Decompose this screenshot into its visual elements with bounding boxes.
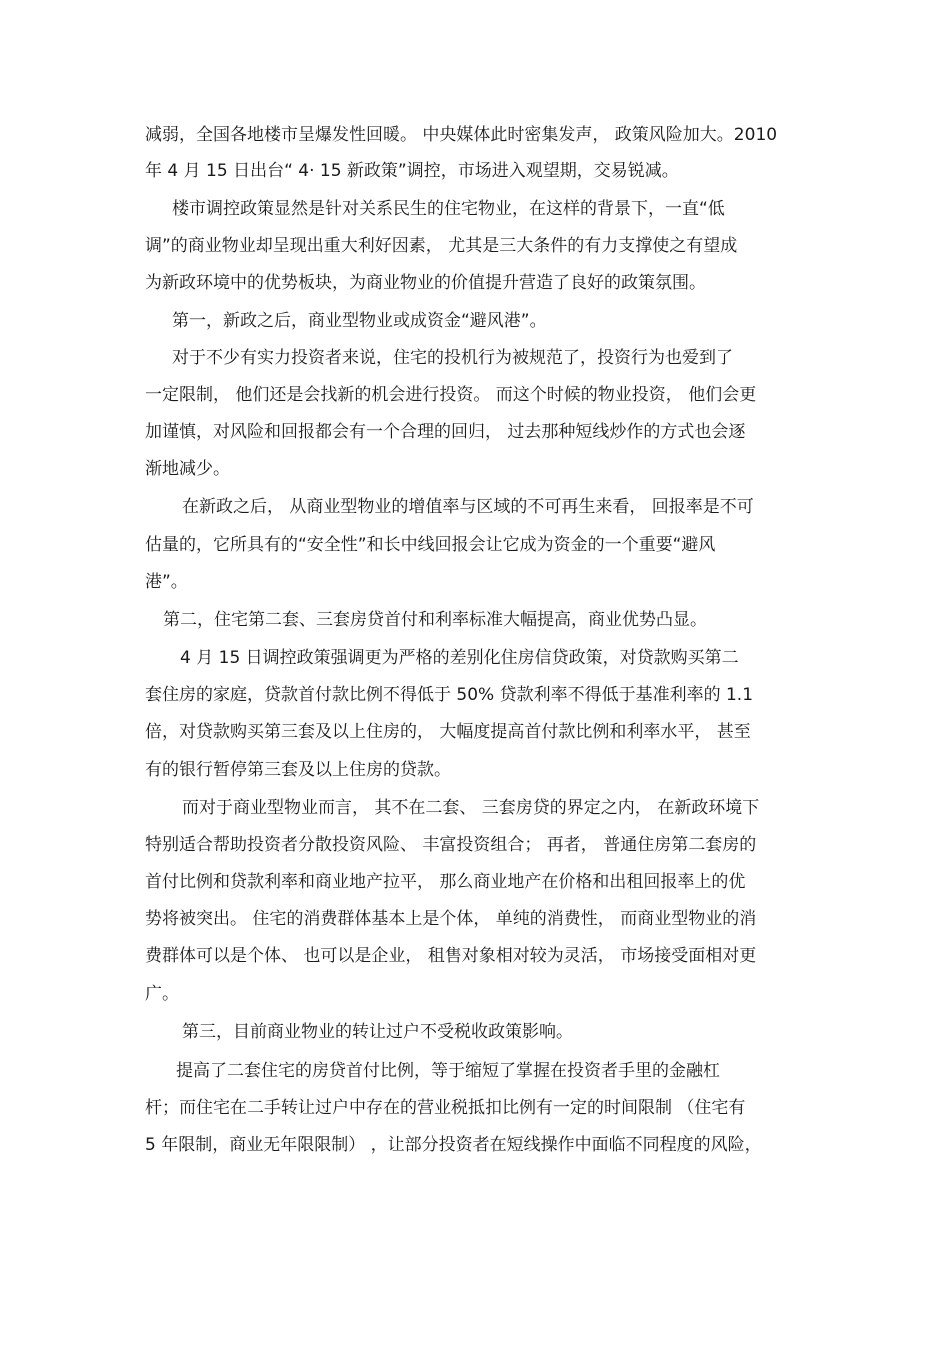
text-line: 广。 <box>145 984 179 1004</box>
text-line: 减弱，全国各地楼市呈爆发性回暖。 中央媒体此时密集发声， 政策风险加大。2010 <box>145 125 778 145</box>
text-line: 在新政之后， 从商业型物业的增值率与区域的不可再生来看， 回报率是不可 <box>182 497 754 517</box>
text-line: 特别适合帮助投资者分散投资风险、 丰富投资组合； 再者， 普通住房第二套房的 <box>145 835 757 855</box>
text-line: 加谨慎，对风险和回报都会有一个合理的回归， 过去那种短线炒作的方式也会逐 <box>145 422 746 442</box>
section-heading: 第一，新政之后，商业型物业或成资金“避风港”。 <box>172 311 547 331</box>
text-line: 为新政环境中的优势板块，为商业物业的价值提升营造了良好的政策氛围。 <box>145 273 706 293</box>
text-line: 渐地减少。 <box>145 459 230 479</box>
text-line: 倍，对贷款购买第三套及以上住房的， 大幅度提高首付款比例和利率水平， 甚至 <box>145 722 751 742</box>
text-line: 费群体可以是个体、 也可以是企业， 租售对象相对较为灵活， 市场接受面相对更 <box>145 946 757 966</box>
text-line: 楼市调控政策显然是针对关系民生的住宅物业，在这样的背景下，一直“低 <box>172 199 725 219</box>
text-line: 5 年限制，商业无年限限制） ，让部分投资者在短线操作中面临不同程度的风险， <box>145 1135 762 1155</box>
text-line: 调”的商业物业却呈现出重大利好因素， 尤其是三大条件的有力支撑使之有望成 <box>145 236 738 256</box>
text-line: 4 月 15 日调控政策强调更为严格的差别化住房信贷政策，对贷款购买第二 <box>180 648 739 668</box>
text-line: 首付比例和贷款利率和商业地产拉平， 那么商业地产在价格和出租回报率上的优 <box>145 872 746 892</box>
section-heading: 第二，住宅第二套、三套房贷首付和利率标准大幅提高，商业优势凸显。 <box>163 610 707 630</box>
section-heading: 第三，目前商业物业的转让过户不受税收政策影响。 <box>182 1022 573 1042</box>
text-line: 对于不少有实力投资者来说，住宅的投机行为被规范了，投资行为也爱到了 <box>172 348 733 368</box>
text-line: 港”。 <box>145 572 188 592</box>
text-line: 杆；而住宅在二手转让过户中存在的营业税抵扣比例有一定的时间限制 （住宅有 <box>145 1098 746 1118</box>
text-line: 有的银行暂停第三套及以上住房的贷款。 <box>145 760 451 780</box>
text-line: 估量的，它所具有的“安全性”和长中线回报会让它成为资金的一个重要“避风 <box>145 535 716 555</box>
text-line: 一定限制， 他们还是会找新的机会进行投资。 而这个时候的物业投资， 他们会更 <box>145 385 757 405</box>
text-line: 提高了二套住宅的房贷首付比例，等于缩短了掌握在投资者手里的金融杠 <box>176 1061 720 1081</box>
text-line: 套住房的家庭，贷款首付款比例不得低于 50% 贷款利率不得低于基准利率的 1.1 <box>145 685 754 705</box>
text-line: 势将被突出。 住宅的消费群体基本上是个体， 单纯的消费性， 而商业型物业的消 <box>145 909 757 929</box>
text-line: 而对于商业型物业而言， 其不在二套、 三套房贷的界定之内， 在新政环境下 <box>182 798 760 818</box>
text-line: 年 4 月 15 日出台“ 4· 15 新政策”调控，市场进入观望期，交易锐减。 <box>145 161 679 181</box>
